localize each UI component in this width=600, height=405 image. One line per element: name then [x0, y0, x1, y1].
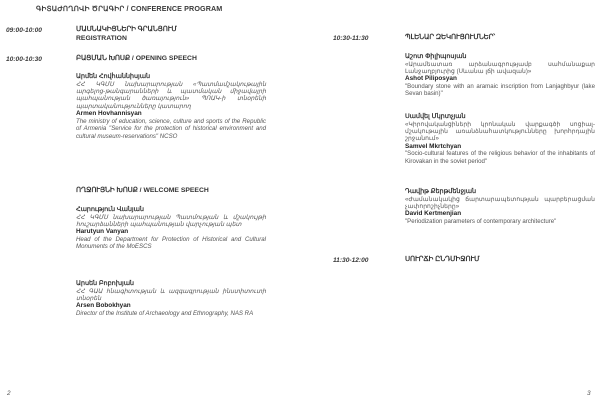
- session-time-registration: 09:00-10:00: [6, 27, 42, 34]
- talk-title-am: «Կիրովականցիների կրոնական վարքագծի սոցիալ-մշակութային առանձնահատկությունները խորհրդային շրջանում»: [405, 120, 595, 143]
- speaker-name-am: Դավիթ Քերթմենջյան: [405, 188, 477, 195]
- session-time-closing: 11:30-12:00: [333, 257, 369, 264]
- speaker-desc-am: ՀՀ ԳԱԱ հնագիտության և ազգագրության ինստիտուտի տնօրեն: [76, 287, 266, 302]
- session-title-closing: ՍՈՒՐՃԻ ԸՆԴՄԻՋՈՒՄ: [405, 256, 480, 263]
- speaker-name-en: Harutyun Vanyan: [76, 228, 129, 236]
- plenary-talk: [405, 188, 595, 225]
- page-number: 2: [7, 390, 11, 397]
- right-page: [300, 0, 600, 405]
- session-time-plenary: 10:30-11:30: [333, 35, 369, 42]
- speaker-name-en: Armen Hovhannisyan: [76, 110, 142, 118]
- speaker-name-am: Արմեն Հովհաննիսյան: [76, 73, 151, 80]
- speaker-name-am: Արսեն Բոբոխյան: [76, 280, 134, 287]
- session-title-plenary: ՊԼԵՆԱՐ ԶԵԿՈՒՑՈՒՄՆԵՐ՝: [405, 34, 495, 41]
- talk-title-en: "Periodization parameters of contemporary architecture": [405, 218, 557, 225]
- session-title-opening: ԲԱՑՄԱՆ ԽՈՍՔ / OPENING SPEECH: [76, 55, 197, 62]
- speaker-desc-en: The ministry of education, science, culture and sports of the Republic of Armenia "Service for the protection of historical environment and cultural museum-reservations" NCSO: [76, 117, 266, 140]
- opening-talk: [76, 73, 266, 140]
- speaker-desc-en: Director of the Institute of Archaeology and Ethnography, NAS RA: [76, 310, 254, 317]
- speaker-name-en: Ashot Piliposyan: [405, 75, 457, 83]
- speaker-name-am: Աշոտ Փիլիպոսյան: [405, 53, 467, 60]
- talk-title-en: "Boundary stone with an aramaic inscription from Lanjaghbyur (lake Sevan basin)": [405, 83, 595, 98]
- welcome-talk: [76, 206, 266, 251]
- speaker-name-am: Սամվել Մկրտչյան: [405, 113, 466, 120]
- session-title-en: REGISTRATION: [76, 34, 127, 42]
- plenary-talk: [405, 113, 595, 165]
- talk-title-am: «Արամեատառ արձանագրությամբ սահմանաքար Լանջաղբյուրից (Սևանա լճի ավազան)»: [405, 60, 595, 75]
- plenary-talk: [405, 53, 595, 98]
- session-title-registration: [76, 26, 177, 43]
- talk-title-en: "Socio-cultural features of the religious behavior of the inhabitants of Kirovakan in the soviet period": [405, 150, 595, 165]
- speaker-desc-am: ՀՀ ԿԳՄՍ նախարարության Պատմության և մշակույթի հուշարձանների պահպանության վարչության պետ: [76, 213, 266, 228]
- speaker-desc-en: Head of the Department for Protection of Historical and Cultural Monuments of the MoESCS: [76, 236, 266, 251]
- talk-title-am: «Ժամանակակից ճարտարապետության պարբերացման չափորոշիչները»: [405, 195, 595, 210]
- speaker-desc-am: ՀՀ ԿԳՄՍ նախարարության «Պատմամշակութային արգելոց-թանգարանների և պատմական միջավայրի պահպանության ծառայություն» ՊՈԱԿ-ի տնօրենի պարտականությունները կատարող: [76, 80, 266, 110]
- session-time-opening: 10:00-10:30: [6, 56, 42, 63]
- speaker-name-en: Samvel Mkrtchyan: [405, 142, 462, 150]
- page-header: ԳԻՏԱԺՈՂՈՎԻ ԾՐԱԳԻՐ / CONFERENCE PROGRAM: [36, 4, 223, 13]
- session-title-am: ՄԱՍՆԱԿԻՑՆԵՐԻ ԳՐԱՆՑՈՒՄ: [76, 26, 177, 33]
- page-number: 3: [587, 390, 591, 397]
- session-title-welcome: ՈՂՋՈՒՅՆԻ ԽՈՍՔ / WELCOME SPEECH: [76, 187, 209, 194]
- speaker-name-en: Arsen Bobokhyan: [76, 302, 131, 310]
- welcome-talk: [76, 280, 266, 317]
- speaker-name-en: David Kertmenjian: [405, 210, 462, 218]
- speaker-name-am: Հարություն Վանյան: [76, 206, 144, 213]
